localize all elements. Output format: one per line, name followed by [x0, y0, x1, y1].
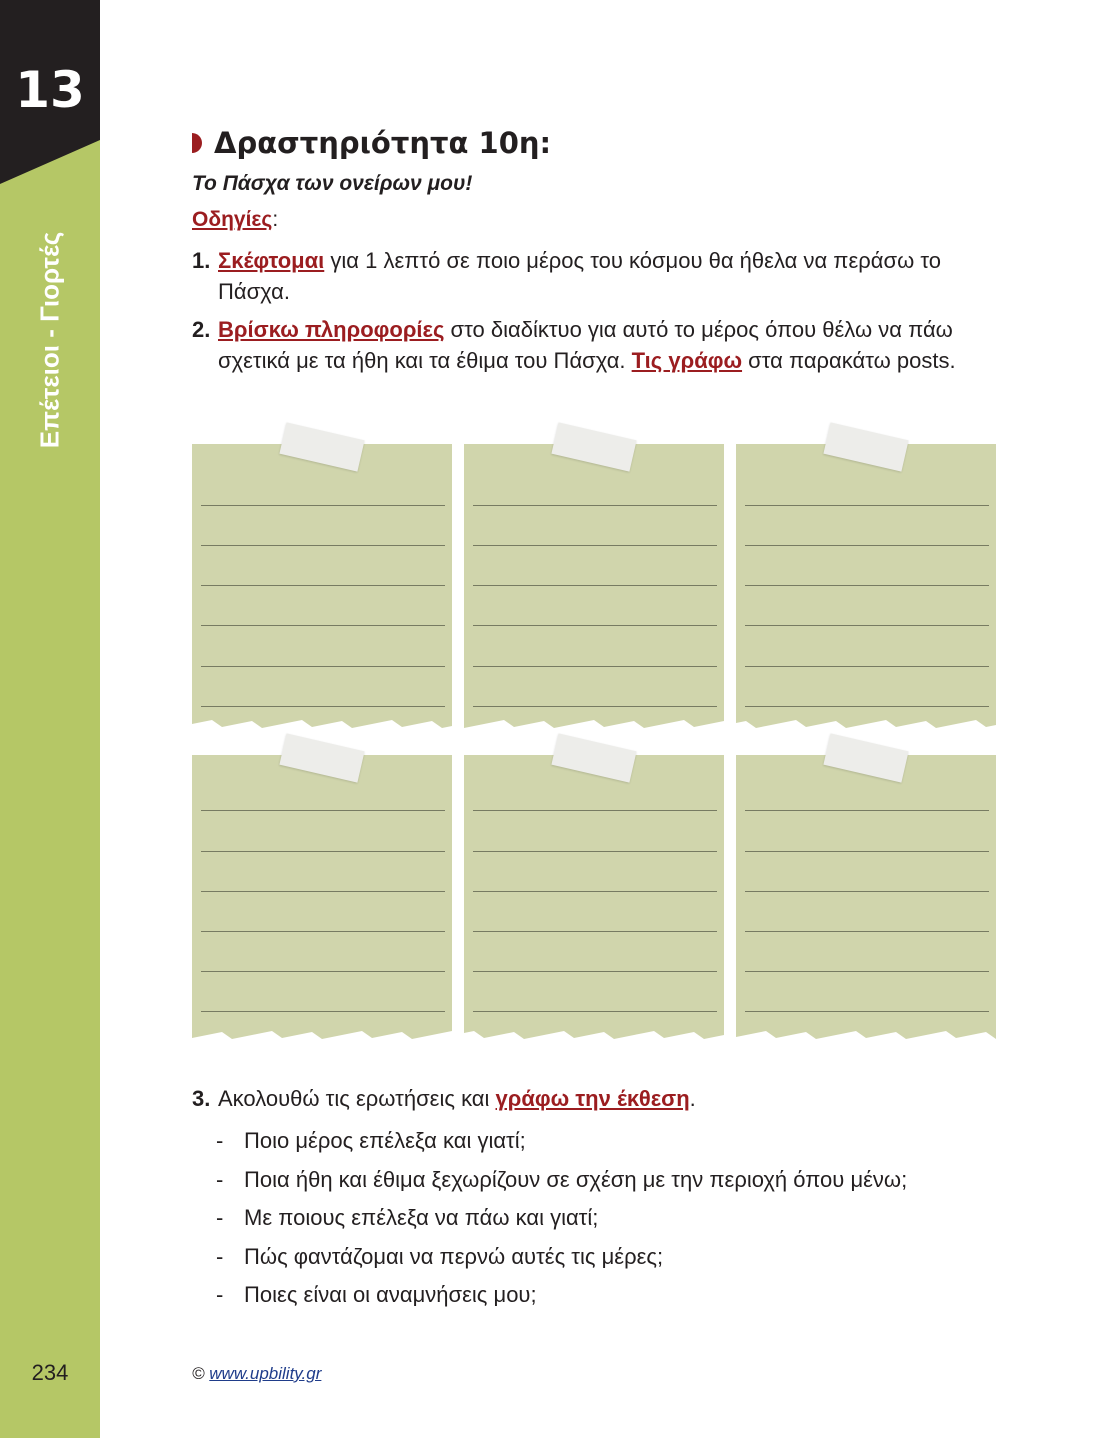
torn-edge — [464, 1028, 724, 1042]
step-3 — [192, 1083, 1012, 1114]
writing-line — [745, 585, 989, 586]
writing-line — [473, 666, 717, 667]
step-2-verb-2: Τις γράφω — [631, 348, 743, 373]
writing-line — [201, 505, 445, 506]
sticky-note-2 — [464, 444, 724, 731]
step-1-rest: για 1 λεπτό σε ποιο μέρος του κόσμου θα ήθελα να περάσω το Πάσχα. — [218, 248, 941, 304]
writing-line — [473, 971, 717, 972]
instructions-label — [192, 208, 278, 232]
chapter-tab-point — [0, 140, 100, 184]
torn-edge — [736, 1028, 996, 1042]
website-link[interactable]: www.upbility.gr — [209, 1364, 322, 1383]
dash: - — [216, 1205, 224, 1230]
activity-subtitle: Το Πάσχα των ονείρων μου! — [192, 172, 473, 195]
writing-line — [201, 545, 445, 546]
writing-line — [473, 931, 717, 932]
question-text: Ποια ήθη και έθιμα ξεχωρίζουν σε σχέση με την περιοχή όπου μένω; — [244, 1166, 908, 1192]
step-text — [192, 1083, 1012, 1114]
step-3-start: Ακολουθώ τις ερωτήσεις και — [218, 1086, 496, 1111]
torn-edge — [192, 717, 452, 731]
writing-line — [745, 706, 989, 707]
question-item — [216, 1161, 907, 1200]
torn-edge — [464, 717, 724, 731]
step-3-end: . — [689, 1086, 696, 1111]
step-3-verb: γράφω την έκθεση — [495, 1086, 690, 1111]
question-item — [216, 1122, 907, 1161]
step-1-verb: Σκέφτομαι — [218, 248, 325, 273]
writing-line — [201, 851, 445, 852]
writing-line — [745, 851, 989, 852]
writing-line — [201, 585, 445, 586]
dash: - — [216, 1243, 224, 1269]
copyright-symbol: © — [192, 1364, 205, 1383]
writing-line — [473, 1011, 717, 1012]
step-number: 1. — [192, 248, 211, 273]
writing-line — [745, 891, 989, 892]
writing-line — [201, 931, 445, 932]
sticky-note-4 — [192, 755, 452, 1042]
step-text — [192, 314, 1012, 376]
chapter-number: 13 — [15, 61, 85, 119]
writing-line — [745, 971, 989, 972]
step-2 — [192, 314, 1012, 376]
instructions-colon: : — [272, 208, 279, 231]
question-text: Πώς φαντάζομαι να περνώ αυτές τις μέρες; — [244, 1243, 664, 1269]
writing-line — [745, 931, 989, 932]
question-text: Με ποιους επέλεξα να πάω και γιατί; — [244, 1205, 599, 1230]
sticky-note-5 — [464, 755, 724, 1042]
writing-line — [201, 810, 445, 811]
writing-line — [473, 891, 717, 892]
question-list — [216, 1122, 907, 1315]
writing-line — [201, 971, 445, 972]
question-item — [216, 1238, 907, 1277]
page-number: 234 — [31, 1360, 69, 1385]
step-number: 3. — [192, 1086, 211, 1111]
sticky-note-6 — [736, 755, 996, 1042]
writing-line — [201, 706, 445, 707]
torn-edge — [736, 717, 996, 731]
dash: - — [216, 1166, 224, 1192]
dash: - — [216, 1282, 224, 1307]
footer — [192, 1364, 321, 1384]
sticky-note-1 — [192, 444, 452, 731]
step-2-middle: στο διαδίκτυο για αυτό το μέρος όπου θέλω να πάω σχετικά με τα ήθη και τα έθιμα του Πάσχα. — [218, 317, 953, 373]
question-item — [216, 1276, 907, 1315]
writing-line — [201, 625, 445, 626]
instructions-label-text: Οδηγίες — [192, 208, 273, 231]
torn-edge — [192, 1028, 452, 1042]
writing-line — [201, 1011, 445, 1012]
question-text: Ποιο μέρος επέλεξα και γιατί; — [244, 1128, 526, 1153]
writing-line — [201, 891, 445, 892]
writing-line — [473, 851, 717, 852]
step-2-verb: Βρίσκω πληροφορίες — [218, 317, 445, 342]
activity-title — [192, 126, 551, 160]
writing-line — [745, 625, 989, 626]
writing-line — [745, 1011, 989, 1012]
dash: - — [216, 1128, 224, 1153]
writing-line — [745, 666, 989, 667]
writing-line — [473, 505, 717, 506]
question-text: Ποιες είναι οι αναμνήσεις μου; — [244, 1282, 537, 1307]
question-item — [216, 1199, 907, 1238]
writing-line — [473, 810, 717, 811]
step-number: 2. — [192, 317, 211, 342]
activity-title-text: Δραστηριότητα 10η: — [214, 126, 552, 160]
writing-line — [745, 545, 989, 546]
writing-line — [745, 505, 989, 506]
half-circle-bullet-icon — [192, 133, 202, 153]
step-text — [192, 245, 1012, 307]
writing-line — [473, 625, 717, 626]
writing-line — [473, 545, 717, 546]
step-1 — [192, 245, 1012, 307]
writing-line — [473, 585, 717, 586]
sidebar — [0, 0, 100, 1438]
sticky-note-3 — [736, 444, 996, 731]
chapter-title: Επέτειοι - Γιορτές — [34, 231, 65, 449]
writing-line — [473, 706, 717, 707]
writing-line — [745, 810, 989, 811]
writing-line — [201, 666, 445, 667]
step-2-rest: στα παρακάτω posts. — [742, 348, 956, 373]
